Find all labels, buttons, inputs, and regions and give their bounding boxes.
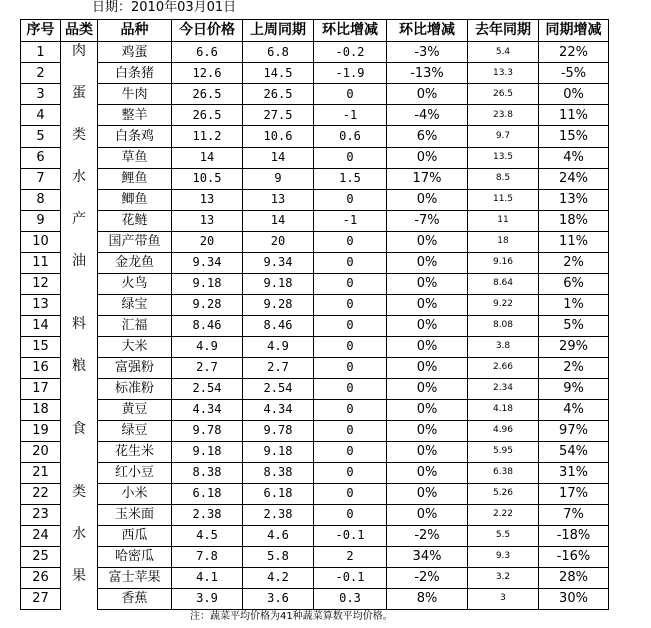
today-price: 4.1 xyxy=(172,567,243,588)
table-row xyxy=(21,546,609,567)
variety-name: 富士苹果 xyxy=(98,567,172,588)
wow-change-pct: 0% xyxy=(387,420,468,441)
category-label: 水 xyxy=(72,169,86,185)
row-number: 12 xyxy=(21,273,61,294)
header-last-week: 上周同期 xyxy=(243,20,314,42)
wow-change-pct: 0% xyxy=(387,378,468,399)
category-label: 类 xyxy=(72,127,86,143)
yoy-change: 11% xyxy=(539,105,609,126)
today-price: 7.8 xyxy=(172,546,243,567)
category-cell xyxy=(61,336,98,525)
category-cell xyxy=(61,147,98,252)
table-row xyxy=(21,273,609,294)
today-price: 6.6 xyxy=(172,42,243,63)
row-number: 15 xyxy=(21,336,61,357)
wow-change-pct: 34% xyxy=(387,546,468,567)
today-price: 8.38 xyxy=(172,462,243,483)
today-price: 10.5 xyxy=(172,168,243,189)
table-row xyxy=(21,210,609,231)
last-week-price: 9 xyxy=(243,168,314,189)
wow-change-pct: -2% xyxy=(387,567,468,588)
today-price: 9.34 xyxy=(172,252,243,273)
table-row xyxy=(21,231,609,252)
today-price: 2.54 xyxy=(172,378,243,399)
table-row xyxy=(21,504,609,525)
yoy-change: 0% xyxy=(539,84,609,105)
wow-change-pct: 0% xyxy=(387,252,468,273)
last-year-price: 9.22 xyxy=(468,294,539,315)
last-year-price: 5.5 xyxy=(468,525,539,546)
wow-change-pct: 17% xyxy=(387,168,468,189)
row-number: 23 xyxy=(21,504,61,525)
last-week-price: 4.34 xyxy=(243,399,314,420)
yoy-change: 11% xyxy=(539,231,609,252)
last-week-price: 9.18 xyxy=(243,273,314,294)
variety-name: 绿宝 xyxy=(98,294,172,315)
last-week-price: 9.28 xyxy=(243,294,314,315)
row-number: 4 xyxy=(21,105,61,126)
today-price: 3.9 xyxy=(172,588,243,609)
table-row xyxy=(21,105,609,126)
wow-change-pct: 8% xyxy=(387,588,468,609)
header-today-price: 今日价格 xyxy=(172,20,243,42)
wow-change-pct: 0% xyxy=(387,84,468,105)
table-row xyxy=(21,84,609,105)
variety-name: 花鲢 xyxy=(98,210,172,231)
row-number: 11 xyxy=(21,252,61,273)
wow-change-pct: 0% xyxy=(387,336,468,357)
table-row xyxy=(21,189,609,210)
row-number: 10 xyxy=(21,231,61,252)
last-week-price: 9.18 xyxy=(243,441,314,462)
wow-change-pct: -4% xyxy=(387,105,468,126)
variety-name: 富强粉 xyxy=(98,357,172,378)
last-week-price: 5.8 xyxy=(243,546,314,567)
wow-change-pct: 0% xyxy=(387,504,468,525)
last-week-price: 13 xyxy=(243,189,314,210)
row-number: 9 xyxy=(21,210,61,231)
wow-change-pct: 0% xyxy=(387,273,468,294)
category-cell xyxy=(61,525,98,609)
last-week-price: 4.2 xyxy=(243,567,314,588)
last-week-price: 14 xyxy=(243,147,314,168)
last-year-price: 2.34 xyxy=(468,378,539,399)
yoy-change: -18% xyxy=(539,525,609,546)
category-label: 油 xyxy=(72,253,86,269)
today-price: 20 xyxy=(172,231,243,252)
table-row xyxy=(21,420,609,441)
table-row xyxy=(21,126,609,147)
variety-name: 标准粉 xyxy=(98,378,172,399)
last-week-price: 8.46 xyxy=(243,315,314,336)
row-number: 16 xyxy=(21,357,61,378)
price-table xyxy=(20,19,609,610)
today-price: 12.6 xyxy=(172,63,243,84)
row-number: 27 xyxy=(21,588,61,609)
variety-name: 西瓜 xyxy=(98,525,172,546)
last-week-price: 3.6 xyxy=(243,588,314,609)
last-week-price: 6.8 xyxy=(243,42,314,63)
yoy-change: 24% xyxy=(539,168,609,189)
wow-change-pct: 6% xyxy=(387,126,468,147)
table-row xyxy=(21,483,609,504)
last-week-price: 6.18 xyxy=(243,483,314,504)
last-year-price: 13.3 xyxy=(468,63,539,84)
table-row xyxy=(21,168,609,189)
yoy-change: 13% xyxy=(539,189,609,210)
row-number: 1 xyxy=(21,42,61,63)
last-year-price: 8.5 xyxy=(468,168,539,189)
row-number: 2 xyxy=(21,63,61,84)
last-year-price: 3 xyxy=(468,588,539,609)
today-price: 6.18 xyxy=(172,483,243,504)
category-cell xyxy=(61,42,98,148)
table-row xyxy=(21,294,609,315)
table-row xyxy=(21,525,609,546)
today-price: 14 xyxy=(172,147,243,168)
yoy-change: 18% xyxy=(539,210,609,231)
row-number: 6 xyxy=(21,147,61,168)
table-row xyxy=(21,336,609,357)
last-week-price: 9.34 xyxy=(243,252,314,273)
category-label: 料 xyxy=(72,316,86,332)
wow-change: -0.1 xyxy=(314,525,387,546)
yoy-change: 17% xyxy=(539,483,609,504)
last-week-price: 14.5 xyxy=(243,63,314,84)
wow-change: 0 xyxy=(314,504,387,525)
header-wow-change-pct: 环比增减 xyxy=(387,20,468,42)
today-price: 4.5 xyxy=(172,525,243,546)
last-year-price: 11.5 xyxy=(468,189,539,210)
row-number: 7 xyxy=(21,168,61,189)
row-number: 25 xyxy=(21,546,61,567)
row-number: 3 xyxy=(21,84,61,105)
today-price: 9.18 xyxy=(172,273,243,294)
row-number: 21 xyxy=(21,462,61,483)
last-week-price: 2.54 xyxy=(243,378,314,399)
today-price: 4.9 xyxy=(172,336,243,357)
header-wow-change: 环比增减 xyxy=(314,20,387,42)
yoy-change: 22% xyxy=(539,42,609,63)
yoy-change: 4% xyxy=(539,147,609,168)
header-category: 品类 xyxy=(61,20,98,42)
last-year-price: 26.5 xyxy=(468,84,539,105)
header-row xyxy=(21,20,609,42)
wow-change-pct: 0% xyxy=(387,315,468,336)
wow-change: -0.1 xyxy=(314,567,387,588)
row-number: 5 xyxy=(21,126,61,147)
today-price: 9.28 xyxy=(172,294,243,315)
wow-change-pct: 0% xyxy=(387,294,468,315)
yoy-change: 28% xyxy=(539,567,609,588)
wow-change: 0 xyxy=(314,378,387,399)
today-price: 2.38 xyxy=(172,504,243,525)
yoy-change: 2% xyxy=(539,252,609,273)
last-year-price: 4.96 xyxy=(468,420,539,441)
yoy-change: 30% xyxy=(539,588,609,609)
yoy-change: 6% xyxy=(539,273,609,294)
category-label: 粮 xyxy=(72,358,86,374)
last-year-price: 9.7 xyxy=(468,126,539,147)
wow-change: 0 xyxy=(314,420,387,441)
yoy-change: 4% xyxy=(539,399,609,420)
last-week-price: 2.38 xyxy=(243,504,314,525)
wow-change-pct: 0% xyxy=(387,441,468,462)
wow-change: 0 xyxy=(314,252,387,273)
last-week-price: 2.7 xyxy=(243,357,314,378)
last-year-price: 11 xyxy=(468,210,539,231)
last-week-price: 27.5 xyxy=(243,105,314,126)
table-row xyxy=(21,588,609,609)
wow-change: 0 xyxy=(314,357,387,378)
wow-change: -1.9 xyxy=(314,63,387,84)
row-number: 14 xyxy=(21,315,61,336)
variety-name: 火鸟 xyxy=(98,273,172,294)
wow-change: -1 xyxy=(314,210,387,231)
yoy-change: 7% xyxy=(539,504,609,525)
last-year-price: 13.5 xyxy=(468,147,539,168)
variety-name: 牛肉 xyxy=(98,84,172,105)
last-week-price: 20 xyxy=(243,231,314,252)
table-row xyxy=(21,357,609,378)
variety-name: 黄豆 xyxy=(98,399,172,420)
last-year-price: 2.66 xyxy=(468,357,539,378)
yoy-change: -16% xyxy=(539,546,609,567)
yoy-change: -5% xyxy=(539,63,609,84)
wow-change-pct: -2% xyxy=(387,525,468,546)
last-year-price: 3.8 xyxy=(468,336,539,357)
variety-name: 白条猪 xyxy=(98,63,172,84)
wow-change: 0 xyxy=(314,147,387,168)
wow-change: -0.2 xyxy=(314,42,387,63)
today-price: 13 xyxy=(172,189,243,210)
today-price: 26.5 xyxy=(172,105,243,126)
footnote: 注：蔬菜平均价格为41种蔬菜算数平均价格。 xyxy=(190,611,393,622)
header-yoy-change: 同期增减 xyxy=(539,20,609,42)
variety-name: 哈密瓜 xyxy=(98,546,172,567)
wow-change: 0 xyxy=(314,462,387,483)
variety-name: 国产带鱼 xyxy=(98,231,172,252)
today-price: 4.34 xyxy=(172,399,243,420)
row-number: 8 xyxy=(21,189,61,210)
last-year-price: 18 xyxy=(468,231,539,252)
variety-name: 花生米 xyxy=(98,441,172,462)
category-label: 食 xyxy=(72,421,86,437)
wow-change-pct: -3% xyxy=(387,42,468,63)
wow-change: 0 xyxy=(314,294,387,315)
wow-change-pct: 0% xyxy=(387,147,468,168)
yoy-change: 97% xyxy=(539,420,609,441)
variety-name: 整羊 xyxy=(98,105,172,126)
table-row xyxy=(21,63,609,84)
today-price: 13 xyxy=(172,210,243,231)
table-row xyxy=(21,567,609,588)
table-row xyxy=(21,399,609,420)
category-label: 水 xyxy=(72,526,86,542)
yoy-change: 5% xyxy=(539,315,609,336)
last-year-price: 8.08 xyxy=(468,315,539,336)
table-row xyxy=(21,441,609,462)
header-variety: 品种 xyxy=(98,20,172,42)
row-number: 20 xyxy=(21,441,61,462)
table-row xyxy=(21,378,609,399)
category-label: 类 xyxy=(72,484,86,500)
table-row xyxy=(21,315,609,336)
wow-change-pct: 0% xyxy=(387,189,468,210)
variety-name: 小米 xyxy=(98,483,172,504)
wow-change-pct: 0% xyxy=(387,231,468,252)
yoy-change: 54% xyxy=(539,441,609,462)
last-year-price: 2.22 xyxy=(468,504,539,525)
last-week-price: 4.6 xyxy=(243,525,314,546)
today-price: 11.2 xyxy=(172,126,243,147)
yoy-change: 2% xyxy=(539,357,609,378)
variety-name: 绿豆 xyxy=(98,420,172,441)
wow-change: 0 xyxy=(314,273,387,294)
variety-name: 汇福 xyxy=(98,315,172,336)
wow-change: 1.5 xyxy=(314,168,387,189)
last-week-price: 10.6 xyxy=(243,126,314,147)
today-price: 26.5 xyxy=(172,84,243,105)
category-label: 蛋 xyxy=(72,85,86,101)
today-price: 9.18 xyxy=(172,441,243,462)
today-price: 2.7 xyxy=(172,357,243,378)
wow-change-pct: 0% xyxy=(387,462,468,483)
row-number: 19 xyxy=(21,420,61,441)
row-number: 26 xyxy=(21,567,61,588)
variety-name: 玉米面 xyxy=(98,504,172,525)
last-year-price: 9.3 xyxy=(468,546,539,567)
last-year-price: 3.2 xyxy=(468,567,539,588)
last-year-price: 4.18 xyxy=(468,399,539,420)
wow-change-pct: -13% xyxy=(387,63,468,84)
report-date: 日期：2010年03月01日 xyxy=(92,0,237,15)
row-number: 17 xyxy=(21,378,61,399)
last-year-price: 5.4 xyxy=(468,42,539,63)
last-week-price: 26.5 xyxy=(243,84,314,105)
wow-change-pct: 0% xyxy=(387,483,468,504)
variety-name: 红小豆 xyxy=(98,462,172,483)
variety-name: 大米 xyxy=(98,336,172,357)
wow-change-pct: 0% xyxy=(387,399,468,420)
last-year-price: 6.38 xyxy=(468,462,539,483)
wow-change-pct: 0% xyxy=(387,357,468,378)
category-label: 果 xyxy=(72,568,86,584)
category-label: 产 xyxy=(72,211,86,227)
last-year-price: 5.26 xyxy=(468,483,539,504)
wow-change: 0 xyxy=(314,189,387,210)
last-week-price: 8.38 xyxy=(243,462,314,483)
last-year-price: 5.95 xyxy=(468,441,539,462)
wow-change: 0 xyxy=(314,231,387,252)
last-year-price: 9.16 xyxy=(468,252,539,273)
variety-name: 鲫鱼 xyxy=(98,189,172,210)
last-week-price: 4.9 xyxy=(243,336,314,357)
today-price: 8.46 xyxy=(172,315,243,336)
row-number: 18 xyxy=(21,399,61,420)
table-row xyxy=(21,147,609,168)
table-row xyxy=(21,252,609,273)
last-week-price: 9.78 xyxy=(243,420,314,441)
wow-change: -1 xyxy=(314,105,387,126)
category-label: 肉 xyxy=(72,43,86,59)
table-row xyxy=(21,42,609,63)
last-year-price: 8.64 xyxy=(468,273,539,294)
category-cell xyxy=(61,252,98,336)
wow-change: 0 xyxy=(314,315,387,336)
wow-change: 0 xyxy=(314,483,387,504)
variety-name: 香蕉 xyxy=(98,588,172,609)
variety-name: 金龙鱼 xyxy=(98,252,172,273)
wow-change-pct: -7% xyxy=(387,210,468,231)
variety-name: 白条鸡 xyxy=(98,126,172,147)
yoy-change: 15% xyxy=(539,126,609,147)
table-row xyxy=(21,462,609,483)
wow-change: 0.6 xyxy=(314,126,387,147)
last-week-price: 14 xyxy=(243,210,314,231)
wow-change: 0 xyxy=(314,441,387,462)
row-number: 22 xyxy=(21,483,61,504)
variety-name: 草鱼 xyxy=(98,147,172,168)
yoy-change: 9% xyxy=(539,378,609,399)
wow-change: 0 xyxy=(314,84,387,105)
yoy-change: 29% xyxy=(539,336,609,357)
row-number: 13 xyxy=(21,294,61,315)
wow-change: 0 xyxy=(314,336,387,357)
last-year-price: 23.8 xyxy=(468,105,539,126)
wow-change: 0 xyxy=(314,399,387,420)
variety-name: 鸡蛋 xyxy=(98,42,172,63)
wow-change: 0.3 xyxy=(314,588,387,609)
today-price: 9.78 xyxy=(172,420,243,441)
variety-name: 鲤鱼 xyxy=(98,168,172,189)
header-last-year: 去年同期 xyxy=(468,20,539,42)
yoy-change: 31% xyxy=(539,462,609,483)
yoy-change: 1% xyxy=(539,294,609,315)
row-number: 24 xyxy=(21,525,61,546)
wow-change: 2 xyxy=(314,546,387,567)
header-no: 序号 xyxy=(21,20,61,42)
